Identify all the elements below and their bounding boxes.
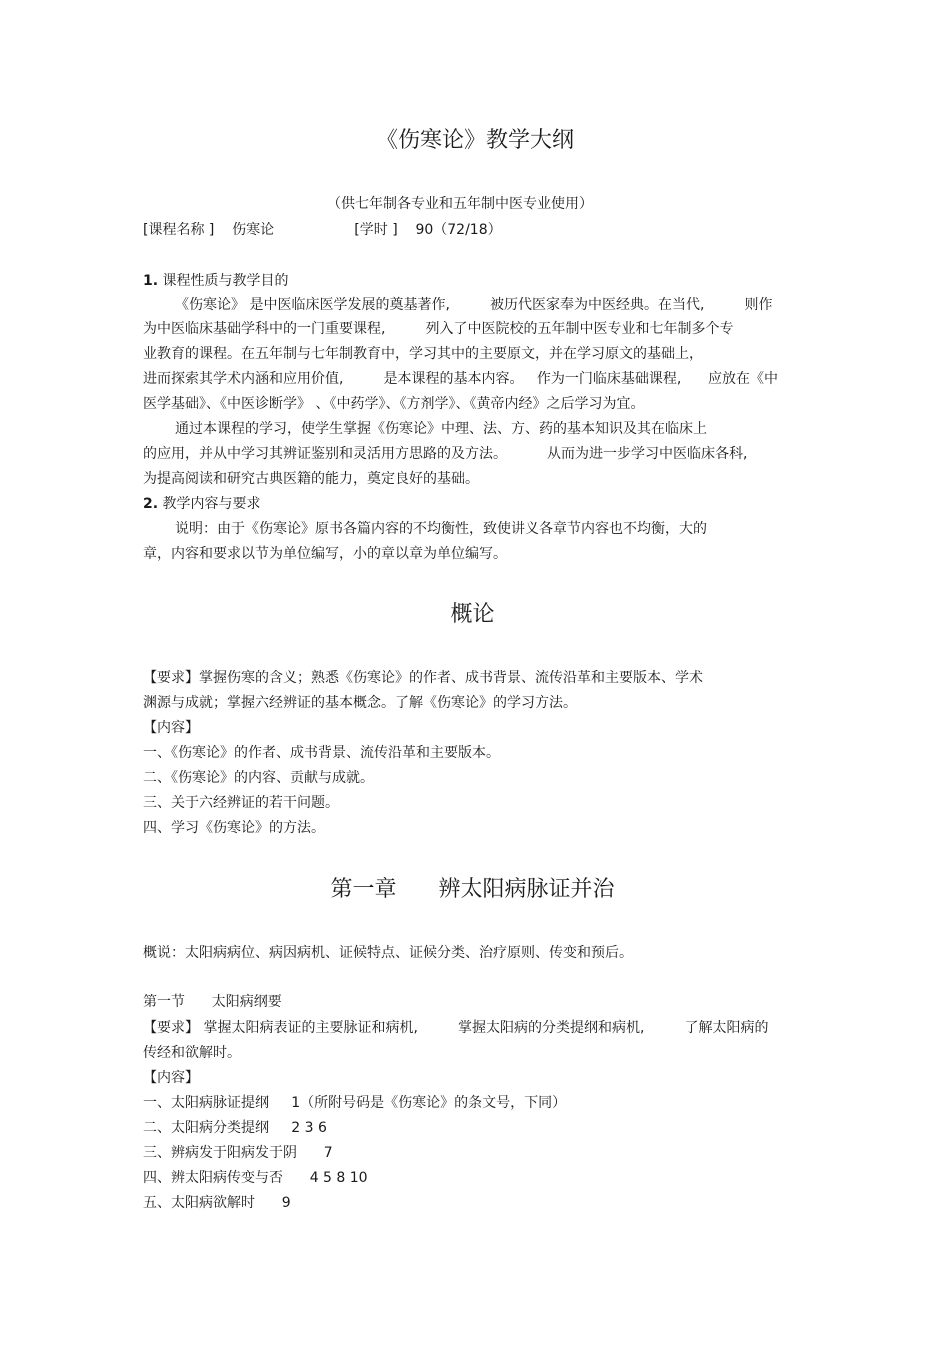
section-title: 第一节 太阳病纲要 — [143, 994, 282, 1010]
section-1-number: 1. — [143, 273, 159, 289]
paragraph-line: 的应用，并从中学习其辨证鉴别和灵活用方思路的及方法。 从而为进一步学习中医临床各科, — [143, 446, 748, 462]
document-title: 《伤寒论》教学大纲 — [375, 128, 574, 153]
content-label: 【内容】 — [143, 720, 199, 736]
paragraph-line: 说明：由于《伤寒论》原书各篇内容的不均衡性，致使讲义各章节内容也不均衡，大的 — [175, 521, 707, 537]
list-item: 三、关于六经辨证的若干问题。 — [143, 795, 339, 811]
document-subtitle: （供七年制各专业和五年制中医专业使用） — [327, 196, 593, 212]
content-label: 【内容】 — [143, 1070, 199, 1086]
list-item: 五、太阳病欲解时 9 — [143, 1195, 291, 1211]
section-2-heading — [143, 495, 261, 513]
section-1-heading-text: 课程性质与教学目的 — [162, 273, 289, 289]
list-item: 二、太阳病分类提纲 2 3 6 — [143, 1120, 327, 1136]
requirement-line: 【要求】 掌握太阳病表证的主要脉证和病机, 掌握太阳病的分类提纲和病机, 了解太阳病的 — [143, 1020, 769, 1036]
list-item: 二、《伤寒论》的内容、贡献与成就。 — [143, 770, 374, 786]
requirement-line: 【要求】掌握伤寒的含义；熟悉《伤寒论》的作者、成书背景、流传沿革和主要版本、学术 — [143, 670, 703, 686]
list-item: 三、辨病发于阳病发于阴 7 — [143, 1145, 333, 1161]
section-1-heading — [143, 272, 289, 290]
paragraph-line: 进而探索其学术内涵和应用价值, 是本课程的基本内容。 作为一门临床基础课程, 应放在《中 — [143, 371, 779, 387]
list-item: 四、学习《伤寒论》的方法。 — [143, 820, 325, 836]
paragraph-line: 章，内容和要求以节为单位编写，小的章以章为单位编写。 — [143, 546, 507, 562]
list-item: 一、太阳病脉证提纲 1（所附号码是《伤寒论》的条文号，下同） — [143, 1095, 567, 1111]
paragraph-line: 为中医临床基础学科中的一门重要课程, 列入了中医院校的五年制中医专业和七年制多个专 — [143, 321, 734, 337]
paragraph-line: 为提高阅读和研究古典医籍的能力，奠定良好的基础。 — [143, 471, 479, 487]
chapter-1-title: 第一章 辨太阳病脉证并治 — [330, 877, 615, 902]
section-2-number: 2. — [143, 496, 159, 512]
list-item: 四、辨太阳病传变与否 4 5 8 10 — [143, 1170, 368, 1186]
intro-chapter-title: 概论 — [450, 602, 495, 627]
requirement-line: 传经和欲解时。 — [143, 1045, 241, 1061]
paragraph-line: 业教育的课程。在五年制与七年制教育中，学习其中的主要原文，并在学习原文的基础上， — [143, 346, 703, 362]
chapter-overview: 概说：太阳病病位、病因病机、证候特点、证候分类、治疗原则、传变和预后。 — [143, 945, 633, 961]
course-info-line: [课程名称 ] 伤寒论 [学时 ] 90（72/18） — [143, 222, 502, 238]
list-item: 一、《伤寒论》的作者、成书背景、流传沿革和主要版本。 — [143, 745, 500, 761]
paragraph-line: 《伤寒论》 是中医临床医学发展的奠基著作, 被历代医家奉为中医经典。在当代, 则作 — [175, 297, 773, 313]
section-2-heading-text: 教学内容与要求 — [162, 496, 261, 512]
paragraph-line: 医学基础》、《中医诊断学》 、《中药学》、《方剂学》、《黄帝内经》之后学习为宜。 — [143, 396, 645, 412]
paragraph-line: 通过本课程的学习，使学生掌握《伤寒论》中理、法、方、药的基本知识及其在临床上 — [175, 421, 707, 437]
requirement-line: 渊源与成就；掌握六经辨证的基本概念。了解《伤寒论》的学习方法。 — [143, 695, 577, 711]
